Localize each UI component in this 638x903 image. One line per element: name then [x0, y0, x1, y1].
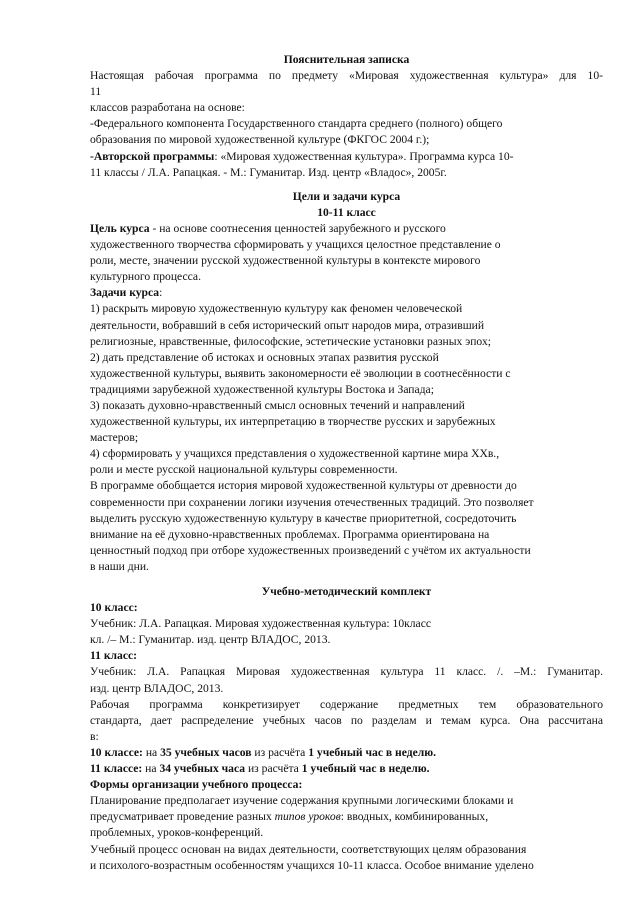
task-line: роли и месте русской национальной культуры современности.: [90, 463, 398, 477]
intro-line: -Федерального компонента Государственного стандарта среднего (полного) общего: [90, 117, 503, 131]
task-line: 1) раскрыть мировую художественную культуру как феномен человеческой: [90, 302, 463, 316]
program-line: в наши дни.: [90, 559, 149, 573]
doc-title: Пояснительная записка: [283, 53, 410, 66]
task-line: религиозные, нравственные, философские, эстетические установки разных эпох;: [90, 334, 491, 348]
author-program-label: -Авторской программы: [90, 149, 215, 163]
task-line: художественной культуры, их интерпретацию в творчестве русских и зарубежных: [90, 415, 496, 429]
program-line: современности при сохранении логики изучения отечественных традиций. Это позволяет: [90, 495, 534, 509]
work-program-line: в:: [90, 729, 99, 743]
lesson-types-emphasis: типов уроков: [274, 810, 341, 824]
program-line: В программе обобщается история мировой художественной культуры от древности до: [90, 479, 517, 493]
task-line: художественной культуры, выявить закономерности её эволюции в соотнесённости с: [90, 366, 511, 380]
goal-line: роли, месте, значении русской художественной культуры в контексте мирового: [90, 254, 481, 268]
intro-line: образования по мировой художественной культуре (ФКГОС 2004 г.);: [90, 133, 430, 147]
task-line: деятельности, вобравший в себя исторический опыт народов мира, отразивший: [90, 318, 485, 332]
planning-line: проблемных, уроков-конференций.: [90, 826, 264, 840]
grade11-line: Учебник: Л.А. Рапацкая Мировая художественная культура 11 класс. /. –М.: Гуманитар.: [90, 665, 603, 679]
goal-line: художественного творчества сформировать у учащихся целостное представление о: [90, 238, 501, 252]
forms-heading: Формы организации учебного процесса:: [90, 778, 303, 792]
goal-line: [90, 221, 603, 237]
grade10-line: кл. /– М.: Гуманитар. изд. центр ВЛАДОС, 2013.: [90, 633, 331, 647]
grade11-label: 11 класс:: [90, 649, 137, 663]
program-line: внимание на её духовно-нравственных проблемах. Программа ориентирована на: [90, 527, 490, 541]
author-program-text: : «Мировая художественная культура». Программа курса 10-: [214, 149, 514, 163]
tasks-label: Задачи курса: [90, 286, 160, 300]
task-line: мастеров;: [90, 431, 139, 445]
planning-line: Планирование предполагает изучение содержания крупными логическими блоками и: [90, 794, 514, 808]
program-line: ценностный подход при отборе художественных произведений с учётом их актуальности: [90, 543, 531, 557]
program-line: выделить русскую художественную культуру в качестве приоритетной, сосредоточить: [90, 511, 517, 525]
task-line: традициями зарубежной художественной культуры Востока и Запада;: [90, 382, 434, 396]
planning-line: предусматривает проведение разных типов уроков: вводных, комбинированных,: [90, 810, 489, 824]
process-line: и психолого-возрастным особенностям учащихся 10-11 класса. Особое внимание уделено: [90, 858, 534, 872]
task-line: 3) показать духовно-нравственный смысл основных течений и направлений: [90, 398, 465, 412]
hours-10-line: 10 классе: на 35 учебных часов из расчёта 1 учебный час в неделю.: [90, 745, 436, 759]
task-line: 2) дать представление об истоках и основных этапах развития русской: [90, 350, 439, 364]
goals-grade: 10-11 класс: [317, 205, 376, 219]
author-program-line: 11 классы / Л.А. Рапацкая. - М.: Гуманитар. Изд. центр «Владос», 2005г.: [90, 165, 447, 179]
intro-line: Настоящая рабочая программа по предмету «Мировая художественная культура» для 10-: [90, 69, 603, 83]
goals-heading: Цели и задачи курса: [292, 189, 401, 203]
tasks-heading-line: Задачи курса:: [90, 286, 163, 300]
grade10-label: 10 класс:: [90, 601, 138, 615]
goal-line: культурного процесса.: [90, 270, 201, 284]
task-line: 4) сформировать у учащихся представления о художественной картине мира XXв.,: [90, 447, 500, 461]
grade10-line: Учебник: Л.А. Рапацкая. Мировая художественная культура: 10класс: [90, 617, 431, 631]
document-page: [90, 52, 603, 874]
work-program-line: стандарта, дает распределение учебных часов по разделам и темам курса. Она рассчитана: [90, 713, 603, 727]
author-program-line: [90, 149, 603, 165]
goal-text: - на основе соотнесения ценностей зарубежного и русского: [149, 221, 446, 235]
process-line: Учебный процесс основан на видах деятельности, соответствующих целям образования: [90, 842, 527, 856]
work-program-line: Рабочая программа конкретизирует содержание предметных тем образовательного: [90, 697, 603, 711]
goal-label: Цель курса: [90, 221, 150, 235]
grade11-line: изд. центр ВЛАДОС, 2013.: [90, 681, 224, 695]
hours-11-line: 11 классе: на 34 учебных часа из расчёта 1 учебный час в неделю.: [90, 762, 430, 776]
intro-line: 11: [90, 85, 102, 99]
kit-heading: Учебно-методический комплект: [261, 585, 432, 598]
intro-line: классов разработана на основе:: [90, 101, 245, 115]
